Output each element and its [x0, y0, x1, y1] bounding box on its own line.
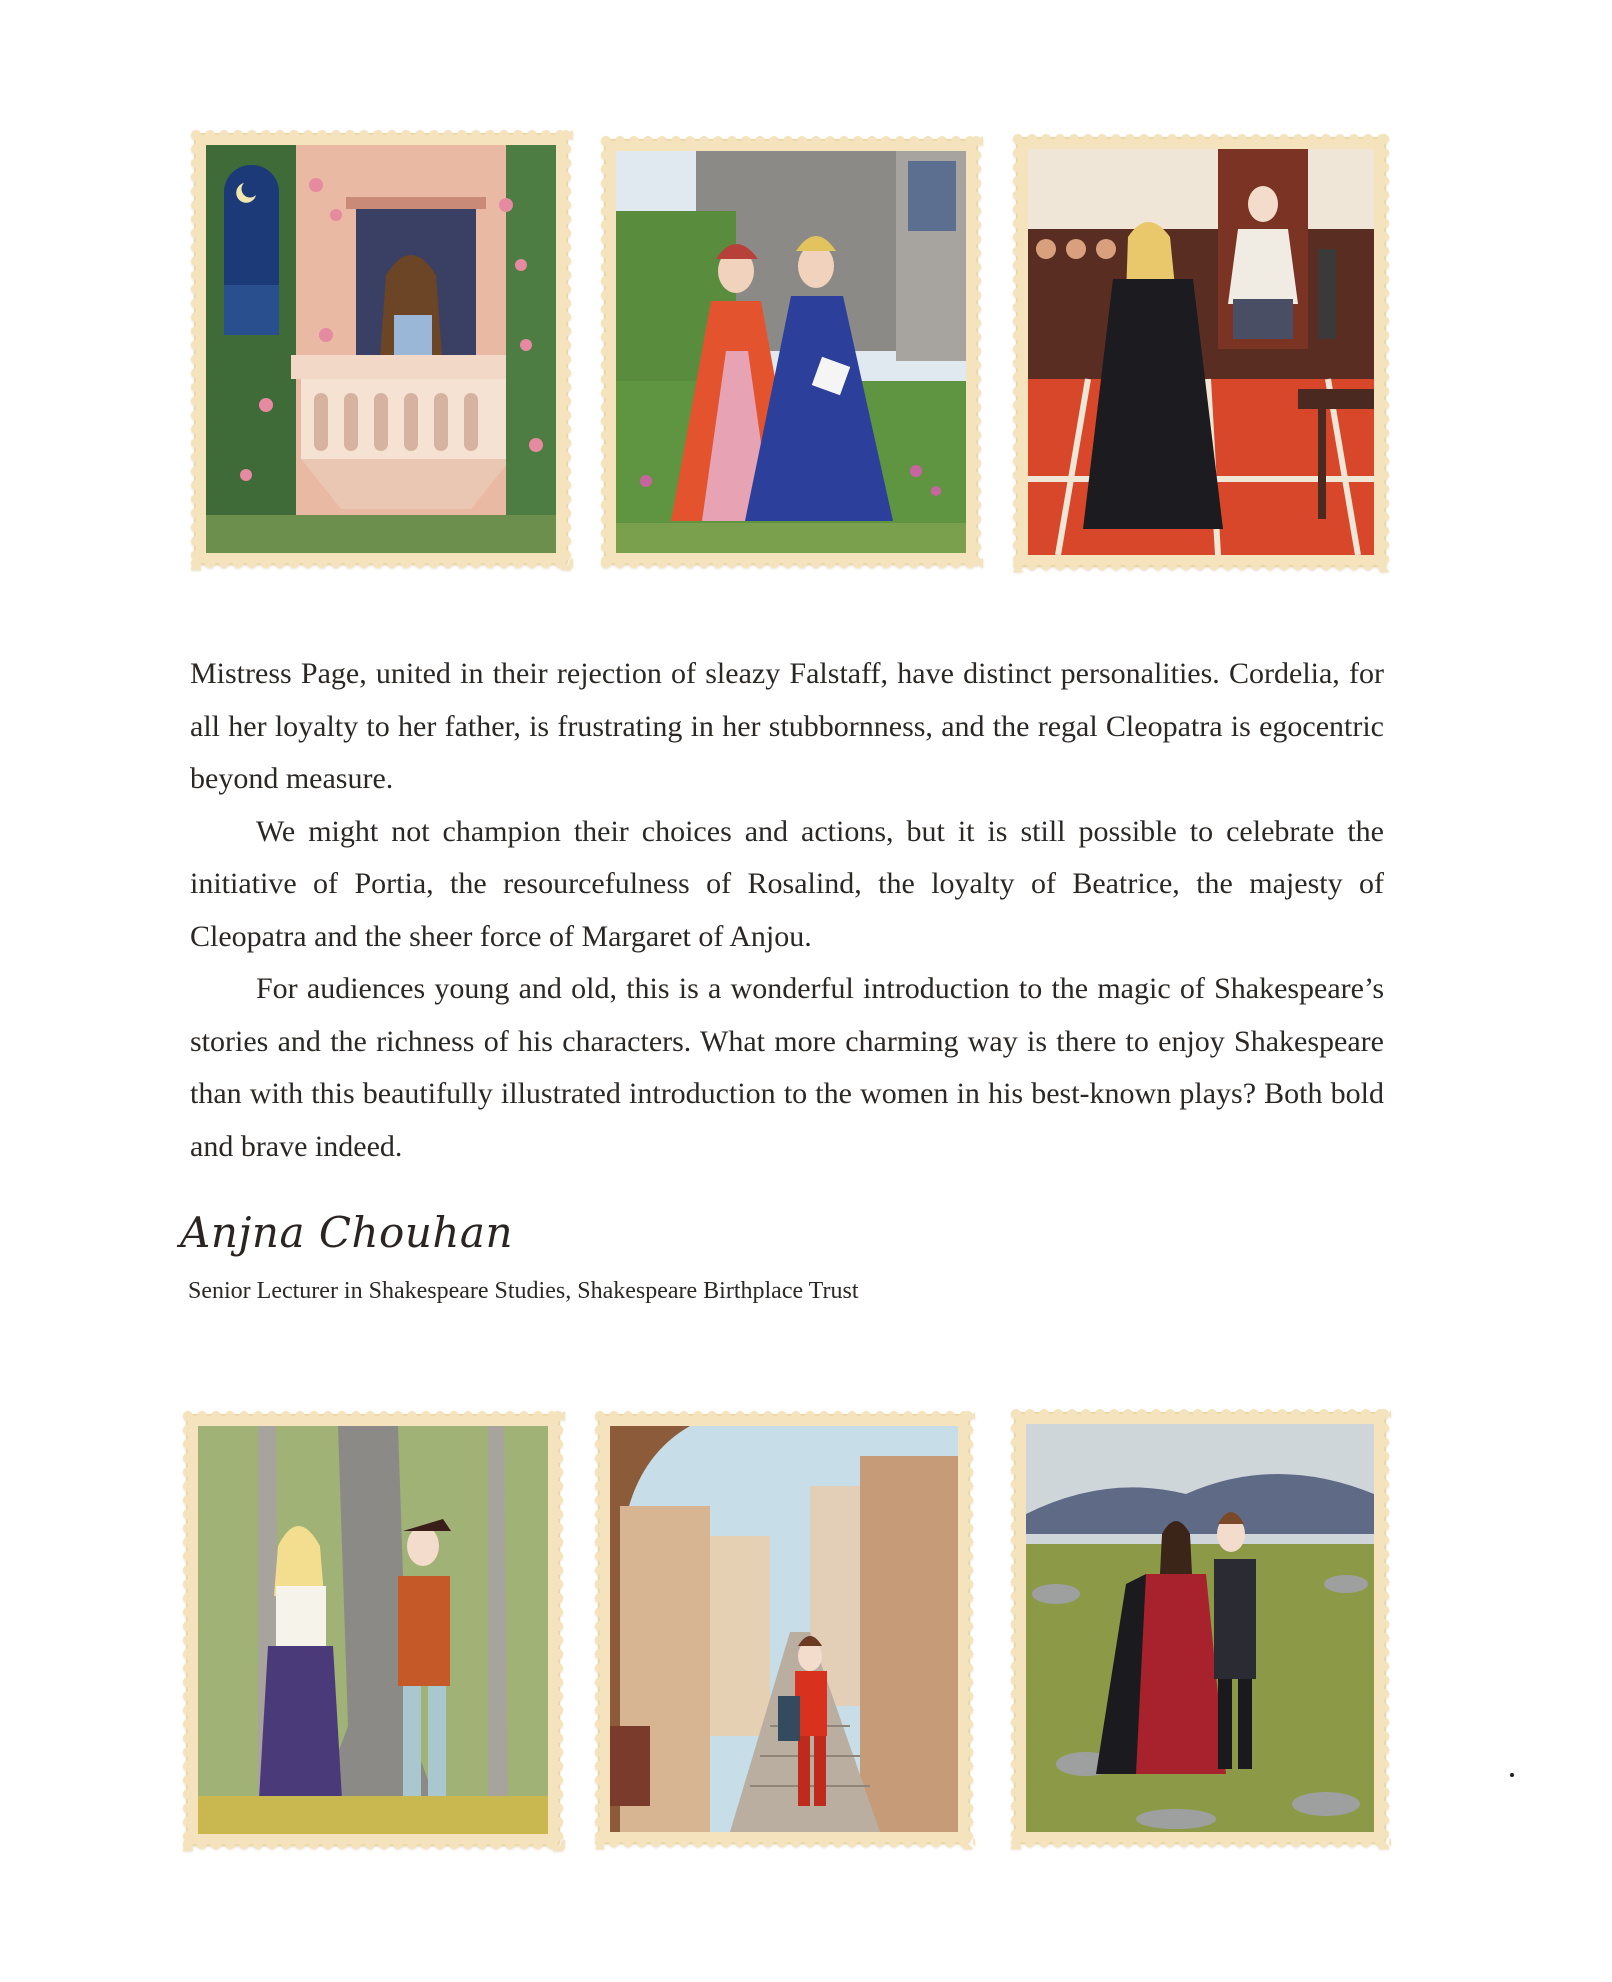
stamp-two-women	[604, 139, 978, 565]
stray-mark	[1510, 1773, 1514, 1777]
stamp-forest-scene	[186, 1414, 560, 1846]
illustration-street	[610, 1426, 958, 1832]
illustration-court	[1028, 149, 1374, 555]
author-signature: Anjna Chouhan	[180, 1208, 514, 1257]
stamp-moor-scene	[1014, 1412, 1386, 1844]
illustration-two-women	[616, 151, 966, 553]
paragraph-1: Mistress Page, united in their rejection of sleazy Falstaff, have distinct personalities. Cordelia, for all her loyalty to her father, is frustrating in her stubbornness, and the regal Cleopatra is egocentric beyond measure.	[190, 657, 1384, 795]
foreword-body	[190, 648, 1384, 1173]
paragraph-3: For audiences young and old, this is a wonderful introduction to the magic of Shakespeare’s stories and the richness of his characters. What more charming way is there to enjoy Shakespeare than with this beautifully illustrated introduction to the women in his best-known plays? Both bold and brave indeed.	[190, 972, 1384, 1163]
illustration-moor	[1026, 1424, 1374, 1832]
stamp-court-scene	[1016, 137, 1386, 567]
author-title: Senior Lecturer in Shakespeare Studies, Shakespeare Birthplace Trust	[188, 1278, 859, 1304]
paragraph-2: We might not champion their choices and actions, but it is still possible to celebrate the initiative of Portia, the resourcefulness of Rosalind, the loyalty of Beatrice, the majesty of Cleopatra and the sheer force of Margaret of Anjou.	[190, 814, 1384, 953]
illustration-forest	[198, 1426, 548, 1834]
stamp-balcony-scene	[194, 133, 568, 565]
stamp-street-scene	[598, 1414, 970, 1844]
illustration-balcony	[206, 145, 556, 553]
